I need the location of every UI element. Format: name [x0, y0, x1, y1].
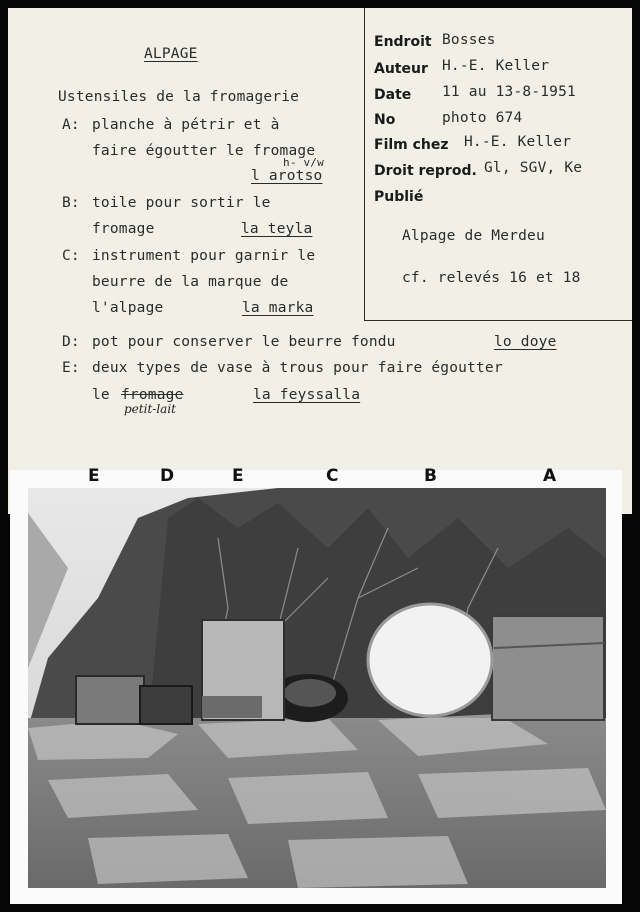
photograph	[28, 488, 606, 888]
item-e-prefix: le	[92, 387, 110, 403]
meta-value-no: photo 674	[442, 110, 523, 126]
meta-label-publie: Publié	[374, 189, 424, 205]
item-a-letter: A:	[62, 117, 80, 133]
item-a-accent: h- v/w	[283, 156, 324, 169]
meta-label-droit: Droit reprod.	[374, 163, 477, 179]
photo-marker-b: B	[424, 466, 437, 486]
item-b-letter: B:	[62, 195, 80, 211]
item-a-line1: planche à pétrir et à	[92, 117, 280, 133]
meta-value-film: H.-E. Keller	[464, 134, 572, 150]
card-title: ALPAGE	[144, 46, 198, 62]
item-c-term: la marka	[242, 300, 314, 316]
item-b-term: la teyla	[241, 221, 313, 237]
item-d-term: lo doye	[494, 334, 557, 350]
item-c-line1: instrument pour garnir le	[92, 248, 316, 264]
item-d-letter: D:	[62, 334, 80, 350]
meta-label-date: Date	[374, 87, 412, 103]
item-e-line1: deux types de vase à trous pour faire égoutter	[92, 360, 503, 376]
item-b-line2: fromage	[92, 221, 155, 237]
item-c-line2: beurre de la marque de	[92, 274, 289, 290]
card-horizontal-divider	[364, 320, 632, 321]
photo-scene	[28, 488, 606, 888]
item-e-term: la feyssalla	[253, 387, 361, 403]
item-a-term: l arotso	[251, 168, 323, 184]
meta-value-droit: Gl, SGV, Ke	[484, 160, 583, 176]
item-e-letter: E:	[62, 360, 80, 376]
photo-marker-a: A	[543, 466, 557, 486]
meta-label-auteur: Auteur	[374, 61, 428, 77]
meta-value-auteur: H.-E. Keller	[442, 58, 550, 74]
object-a-crate	[492, 616, 604, 720]
item-b-line1: toile pour sortir le	[92, 195, 271, 211]
meta-note-releves: cf. relevés 16 et 18	[402, 270, 581, 286]
meta-note-alpage: Alpage de Merdeu	[402, 228, 545, 244]
meta-label-endroit: Endroit	[374, 34, 432, 50]
object-e-vessel-small	[140, 686, 192, 724]
item-d-line1: pot pour conserver le beurre fondu	[92, 334, 396, 350]
meta-value-date: 11 au 13-8-1951	[442, 84, 576, 100]
item-c-letter: C:	[62, 248, 80, 264]
item-c-line3: l'alpage	[92, 300, 164, 316]
photo-marker-d: D	[160, 466, 175, 486]
item-e-struck-word: fromage	[121, 387, 184, 403]
photo-marker-e1: E	[88, 466, 100, 486]
meta-label-film: Film chez	[374, 137, 449, 153]
item-e-handwritten-correction: petit-lait	[124, 402, 176, 416]
meta-label-no: No	[374, 112, 396, 128]
meta-value-endroit: Bosses	[442, 32, 496, 48]
card-vertical-divider	[364, 8, 365, 320]
item-a-line2: faire égoutter le fromage	[92, 143, 316, 159]
object-e-vessel-large	[76, 676, 144, 724]
photo-marker-e2: E	[232, 466, 244, 486]
photo-marker-c: C	[326, 466, 339, 486]
card-subtitle: Ustensiles de la fromagerie	[58, 89, 300, 105]
object-b-cloth	[368, 604, 492, 716]
